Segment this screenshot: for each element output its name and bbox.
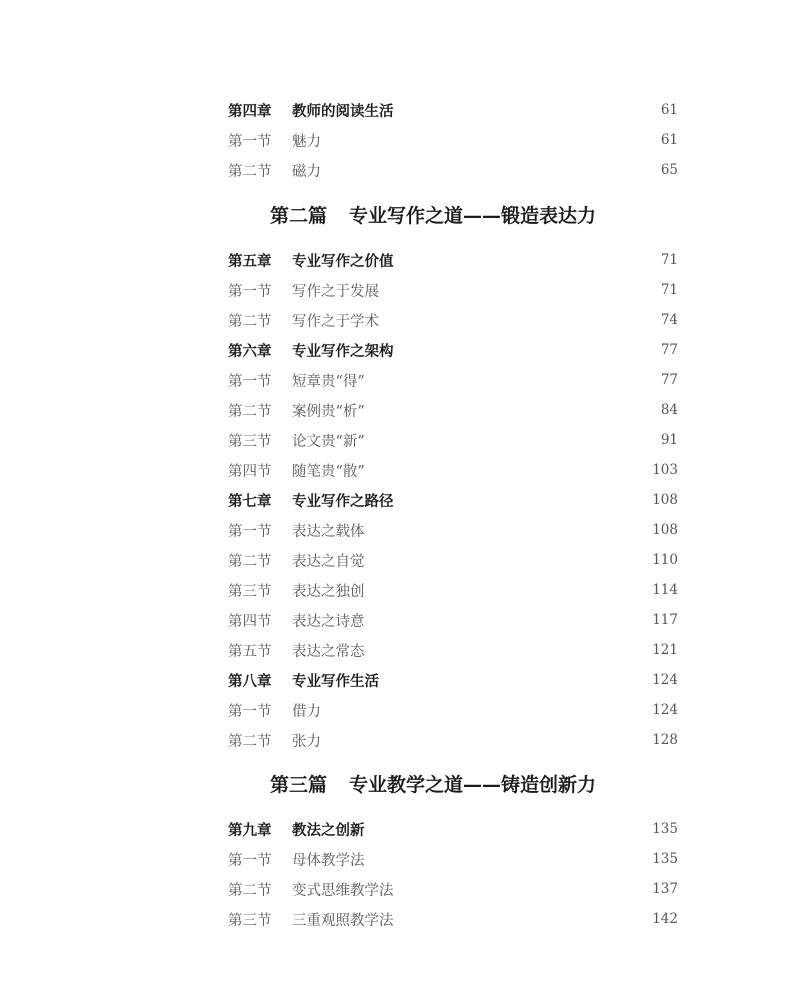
section-title: 魅力 <box>292 133 321 150</box>
chapter-title: 专业写作之路径 <box>292 493 394 510</box>
page-number: 74 <box>660 312 678 328</box>
chapter-number: 第八章 <box>228 673 272 690</box>
section-title: 表达之独创 <box>292 583 365 600</box>
page-number: 108 <box>652 522 678 538</box>
chapter-title: 专业写作之价值 <box>292 253 394 270</box>
page-number: 71 <box>660 252 678 268</box>
page-number: 124 <box>652 672 678 688</box>
toc-section-row[interactable] <box>228 459 678 481</box>
toc-chapter-row[interactable] <box>228 669 678 691</box>
section-number: 第五节 <box>228 643 272 660</box>
section-number: 第一节 <box>228 703 272 720</box>
section-title: 张力 <box>292 733 321 750</box>
chapter-title: 教师的阅读生活 <box>292 103 394 120</box>
part-number: 第三篇 <box>270 773 328 796</box>
page-number: 84 <box>660 402 678 418</box>
section-title: 借力 <box>292 703 321 720</box>
toc-section-row[interactable] <box>228 159 678 181</box>
chapter-title: 教法之创新 <box>292 822 365 839</box>
page-number: 103 <box>652 462 678 478</box>
page-number: 142 <box>652 911 678 927</box>
chapter-number: 第九章 <box>228 822 272 839</box>
section-title: 表达之常态 <box>292 643 365 660</box>
section-number: 第二节 <box>228 733 272 750</box>
toc-section-row[interactable] <box>228 519 678 541</box>
part-heading[interactable] <box>270 768 670 798</box>
toc-section-row[interactable] <box>228 908 678 930</box>
page-number: 117 <box>652 612 678 628</box>
page-number: 114 <box>652 582 678 598</box>
toc-section-row[interactable] <box>228 309 678 331</box>
part-title: 专业写作之道——锻造表达力 <box>349 204 597 227</box>
section-number: 第二节 <box>228 882 272 899</box>
page-number: 91 <box>660 432 678 448</box>
section-number: 第二节 <box>228 163 272 180</box>
page-number: 61 <box>660 132 678 148</box>
section-title: 表达之自觉 <box>292 553 365 570</box>
toc-section-row[interactable] <box>228 699 678 721</box>
page-number: 135 <box>652 851 678 867</box>
section-number: 第一节 <box>228 373 272 390</box>
page-number: 108 <box>652 492 678 508</box>
chapter-title: 专业写作之架构 <box>292 343 394 360</box>
section-number: 第四节 <box>228 463 272 480</box>
toc-section-row[interactable] <box>228 429 678 451</box>
chapter-number: 第五章 <box>228 253 272 270</box>
section-number: 第一节 <box>228 523 272 540</box>
section-title: 母体教学法 <box>292 852 365 869</box>
page-number: 77 <box>660 372 678 388</box>
toc-section-row[interactable] <box>228 369 678 391</box>
chapter-number: 第四章 <box>228 103 272 120</box>
chapter-title: 专业写作生活 <box>292 673 379 690</box>
part-title: 专业教学之道——铸造创新力 <box>349 773 597 796</box>
section-number: 第三节 <box>228 912 272 929</box>
page-number: 137 <box>652 881 678 897</box>
section-title: 案例贵“析” <box>292 403 365 420</box>
section-number: 第二节 <box>228 403 272 420</box>
page-number: 77 <box>660 342 678 358</box>
toc-chapter-row[interactable] <box>228 489 678 511</box>
section-number: 第二节 <box>228 313 272 330</box>
section-number: 第二节 <box>228 553 272 570</box>
page-number: 110 <box>652 552 678 568</box>
section-title: 写作之于发展 <box>292 283 379 300</box>
part-heading[interactable] <box>270 199 670 229</box>
chapter-number: 第七章 <box>228 493 272 510</box>
toc-chapter-row[interactable] <box>228 339 678 361</box>
page-number: 71 <box>660 282 678 298</box>
page-number: 65 <box>660 162 678 178</box>
toc-section-row[interactable] <box>228 878 678 900</box>
section-title: 磁力 <box>292 163 321 180</box>
chapter-number: 第六章 <box>228 343 272 360</box>
toc-section-row[interactable] <box>228 639 678 661</box>
toc-section-row[interactable] <box>228 549 678 571</box>
section-number: 第三节 <box>228 583 272 600</box>
toc-chapter-row[interactable] <box>228 249 678 271</box>
section-title: 短章贵“得” <box>292 373 365 390</box>
toc-chapter-row[interactable] <box>228 99 678 121</box>
section-number: 第一节 <box>228 283 272 300</box>
section-title: 写作之于学术 <box>292 313 379 330</box>
section-title: 随笔贵“散” <box>292 463 365 480</box>
page-number: 121 <box>652 642 678 658</box>
toc-section-row[interactable] <box>228 279 678 301</box>
section-title: 表达之诗意 <box>292 613 365 630</box>
page-number: 61 <box>660 102 678 118</box>
toc-section-row[interactable] <box>228 729 678 751</box>
section-number: 第四节 <box>228 613 272 630</box>
toc-section-row[interactable] <box>228 129 678 151</box>
page-number: 135 <box>652 821 678 837</box>
section-title: 表达之载体 <box>292 523 365 540</box>
section-number: 第三节 <box>228 433 272 450</box>
section-number: 第一节 <box>228 852 272 869</box>
section-number: 第一节 <box>228 133 272 150</box>
toc-section-row[interactable] <box>228 399 678 421</box>
page-number: 124 <box>652 702 678 718</box>
section-title: 论文贵“新” <box>292 433 365 450</box>
toc-section-row[interactable] <box>228 579 678 601</box>
page-number: 128 <box>652 732 678 748</box>
section-title: 三重观照教学法 <box>292 912 394 929</box>
toc-section-row[interactable] <box>228 609 678 631</box>
toc-chapter-row[interactable] <box>228 818 678 840</box>
section-title: 变式思维教学法 <box>292 882 394 899</box>
part-number: 第二篇 <box>270 204 328 227</box>
toc-section-row[interactable] <box>228 848 678 870</box>
